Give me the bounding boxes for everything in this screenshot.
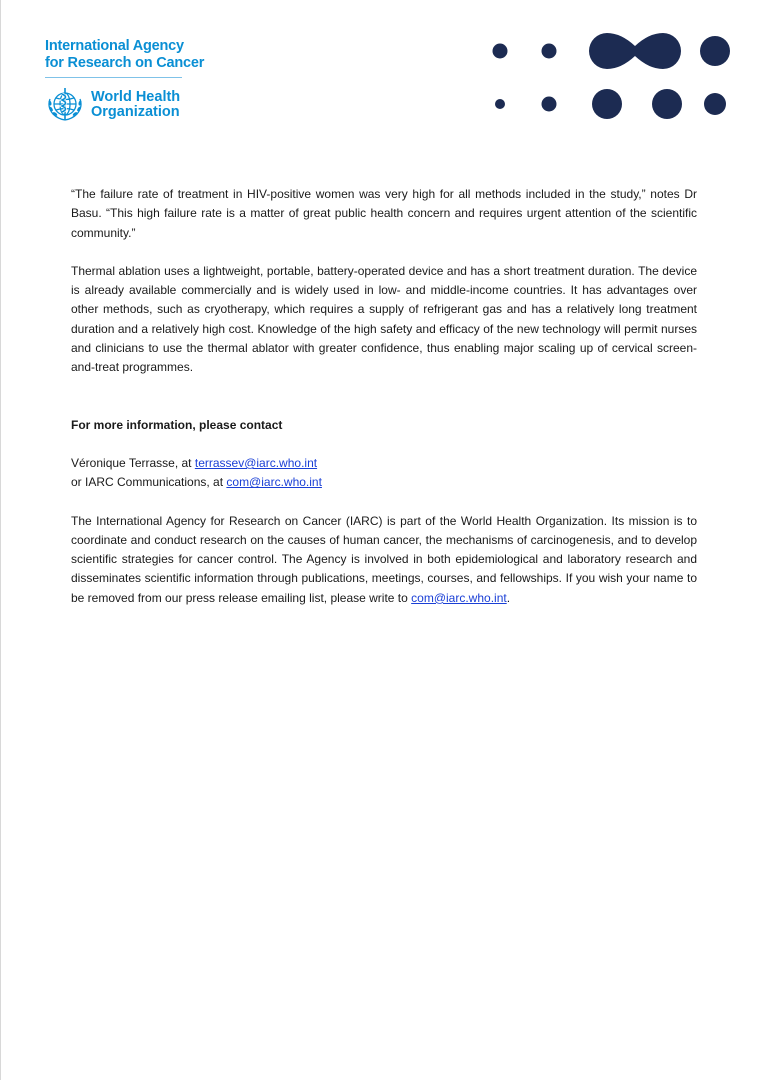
dot-7 (652, 89, 682, 119)
dot-5 (542, 97, 557, 112)
press-release-body (71, 185, 697, 608)
unsubscribe-email-link[interactable]: com@iarc.who.int (411, 590, 507, 605)
dot-connected-pair (589, 33, 681, 69)
dot-1 (493, 44, 508, 59)
paragraph-quote: “The failure rate of treatment in HIV-positive women was very high for all methods included in the study,” notes Dr Basu. “This high failure rate is a matter of great public health concern and requires urgent attention of the scientific community.” (71, 187, 697, 240)
paragraph-about-iarc (71, 512, 697, 608)
iarc-name-line2: for Research on Cancer (45, 55, 205, 71)
who-emblem-icon (45, 85, 85, 125)
who-logo-row (45, 85, 204, 125)
contact-line-1 (71, 454, 697, 473)
dot-4 (495, 99, 505, 109)
paragraph-thermal-ablation: Thermal ablation uses a lightweight, portable, battery-operated device and has a short treatment duration. The device is already available commercially and is widely used in low- and middle-income countries. It has advantages over other methods, such as cryotherapy, which requires a supply of refrigerant gas and has a relatively long treatment duration and a relatively high cost. Knowledge of the high safety and efficacy of the new technology will permit nurses and clinicians to use the thermal ablator with greater confidence, thus enabling major scaling up of cervical screen-and-treat programmes. (71, 263, 697, 375)
iarc-name (45, 38, 204, 72)
contact-line-2 (71, 473, 697, 492)
logo-divider (45, 77, 182, 78)
who-name-line2: Organization (91, 104, 180, 120)
about-iarc-text: The International Agency for Research on Cancer (IARC) is part of the World Health Organization. Its mission is to coordinate and conduct research on the causes of human cancer, the mechanisms of carcinogenesis, and to develop scientific strategies for cancer control. The Agency is involved in both epidemiological and laboratory research and disseminates scientific information through publications, meetings, courses, and fellowships. If you wish your name to be removed from our press release emailing list, please write to (71, 513, 697, 605)
iarc-dots-graphic (489, 28, 739, 128)
dot-6 (592, 89, 622, 119)
dot-8 (704, 93, 726, 115)
contact-line-1-prefix: Véronique Terrasse, at (71, 455, 195, 470)
iarc-communications-email-link[interactable]: com@iarc.who.int (226, 475, 322, 490)
contact-heading: For more information, please contact (71, 417, 283, 432)
about-iarc-end: . (506, 590, 511, 605)
iarc-name-line1: International Agency (45, 38, 184, 54)
terrasse-email-link[interactable]: terrassev@iarc.who.int (194, 455, 318, 470)
iarc-who-logo (45, 38, 204, 125)
dot-2 (542, 44, 557, 59)
contact-line-2-prefix: or IARC Communications, at (71, 475, 227, 490)
dot-3 (700, 36, 730, 66)
who-name (91, 90, 180, 120)
who-name-line1: World Health (91, 89, 181, 105)
